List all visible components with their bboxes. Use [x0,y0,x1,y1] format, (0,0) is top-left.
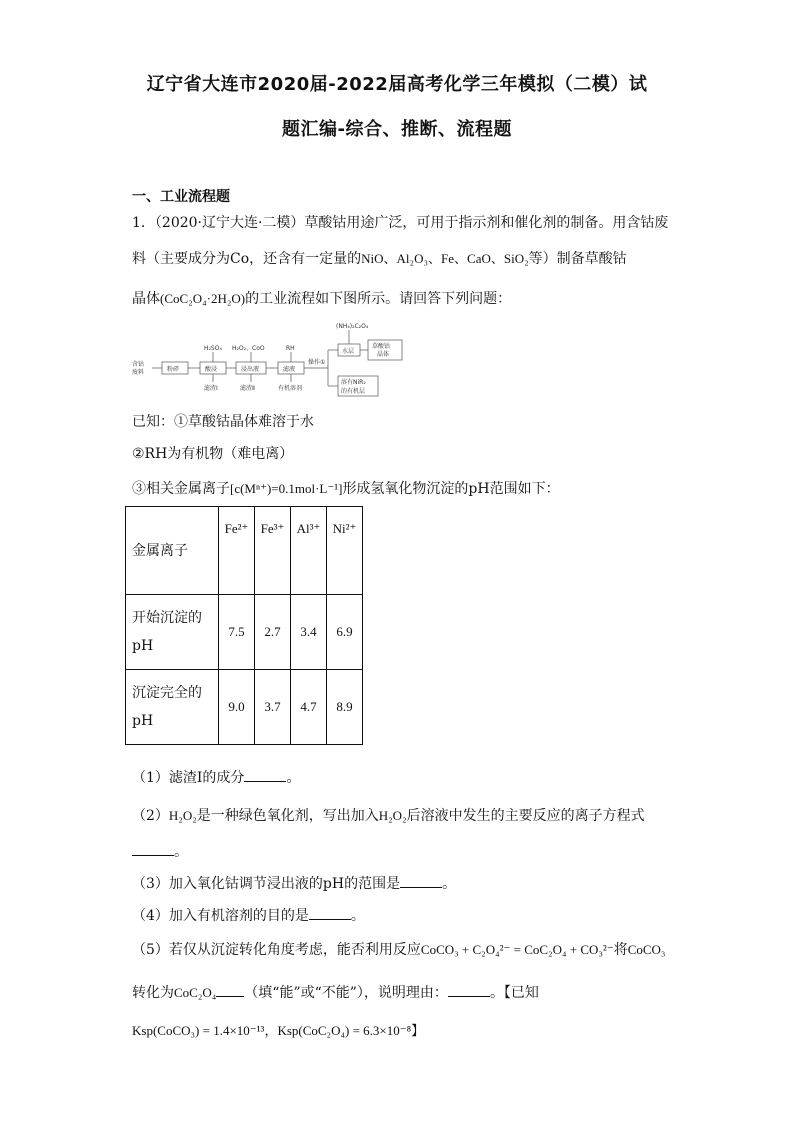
table-header-row [126,507,363,595]
table-cell: 6.9 [327,595,363,670]
table-header-cell: Fe²⁺ [219,507,255,595]
flow-product: 草酸钴 [372,343,391,350]
flow-start: 含钴 [132,361,145,368]
known-2: ②RH为有机物（难电离） [132,446,294,462]
table-row [126,595,363,670]
flow-reagent-3: RH [286,345,295,352]
answer-blank[interactable] [132,843,174,856]
table-row [126,670,363,745]
subquestion-5-cont: 转化为CoC₂O₄ （填“能”或“不能”），说明理由： 。【已知 [132,985,539,1001]
flow-step-1: 粉碎 [167,366,180,373]
table-row-label: 沉淀完全的pH [126,670,219,745]
subquestion-2: （2）H₂O₂是一种绿色氧化剂，写出加入H₂O₂后溶液中发生的主要反应的离子方程式 [132,808,645,824]
table-cell: 7.5 [219,595,255,670]
svg-text:废料: 废料 [132,369,145,376]
document-title-line1: 辽宁省大连市2020届-2022届高考化学三年模拟（二模）试 [146,74,648,95]
flow-water-layer: 水层 [342,348,355,355]
answer-blank[interactable] [216,984,244,997]
concentration-formula: [c(Mⁿ⁺)=0.1mol·L⁻¹] [230,481,343,496]
table-cell: 3.4 [291,595,327,670]
flow-operation: 操作① [308,359,326,366]
flow-step-2: 酸浸 [205,366,218,373]
metal-ion-ph-table [125,506,363,745]
chem-formula: (CoC₂O₄·2H₂O) [160,291,246,306]
subquestion-5: （5）若仅从沉淀转化角度考虑，能否利用反应CoCO₃ + C₂O₄²⁻ = CoC₂O₄ + CO₃²⁻将CoCO₃ [132,942,666,958]
flow-top-reagent: (NH₄)₂C₂O₄ [336,323,369,330]
table-cell: 2.7 [255,595,291,670]
document-title-line2: 题汇编-综合、推断、流程题 [282,119,512,140]
subquestion-3: （3）加入氧化钴调节浸出液的pH的范围是 。 [132,876,457,892]
answer-blank[interactable] [309,907,351,920]
flow-residue-2: 滤渣Ⅱ [240,385,255,392]
subquestion-1: （1）滤渣Ⅰ的成分 。 [132,770,301,786]
table-row-label: 开始沉淀的pH [126,595,219,670]
svg-text:的有机层: 的有机层 [341,388,366,395]
svg-text:晶体: 晶体 [377,351,390,358]
answer-blank[interactable] [448,984,490,997]
question-1-line1: 1．（2020·辽宁大连·二模）草酸钴用途广泛，可用于指示剂和催化剂的制备。用含钴废 [132,215,669,231]
table-cell: 3.7 [255,670,291,745]
section-heading: 一、工业流程题 [132,189,230,205]
reaction-equation: CoCO₃ + C₂O₄²⁻ = CoC₂O₄ + CO₃²⁻ [420,942,614,957]
flow-step-3: 浸出液 [241,366,260,373]
table-header-cell: Fe³⁺ [255,507,291,595]
table-header-cell: 金属离子 [126,507,219,595]
subquestion-2-answer: 。 [132,841,188,861]
flow-residue-1: 滤渣Ⅰ [204,385,218,392]
flow-residue-3: 有机溶剂 [278,385,303,392]
ksp-values: Ksp(CoCO₃) = 1.4×10⁻¹³，Ksp(CoC₂O₄) = 6.3×10⁻⁸】 [132,1023,425,1038]
flow-step-4: 滤液 [283,366,296,373]
table-cell: 4.7 [291,670,327,745]
flow-organic-layer: 溶有NiR₂ [341,379,366,386]
table-cell: 8.9 [327,670,363,745]
table-header-cell: Ni²⁺ [327,507,363,595]
flow-reagent-1: H₂SO₄ [204,345,222,352]
subquestion-4: （4）加入有机溶剂的目的是 。 [132,908,365,924]
table-header-cell: Al³⁺ [291,507,327,595]
answer-blank[interactable] [400,875,442,888]
process-flow-diagram [132,322,412,402]
answer-blank[interactable] [244,769,286,782]
table-cell: 9.0 [219,670,255,745]
flow-reagent-2: H₂O₂、CoO [232,345,265,352]
known-3: ③相关金属离子[c(Mⁿ⁺)=0.1mol·L⁻¹]形成氢氧化物沉淀的pH范围如下： [132,481,560,497]
known-1: 已知：①草酸钴晶体难溶于水 [132,414,314,430]
chem-list: NiO、Al₂O₃、Fe、CaO、SiO₂ [361,251,529,266]
question-1-line3: 晶体(CoC₂O₄·2H₂O)的工业流程如下图所示。请回答下列问题： [132,291,512,307]
question-1-line2: 料（主要成分为Co，还含有一定量的NiO、Al₂O₃、Fe、CaO、SiO₂等）制备草酸钴 [132,251,627,267]
